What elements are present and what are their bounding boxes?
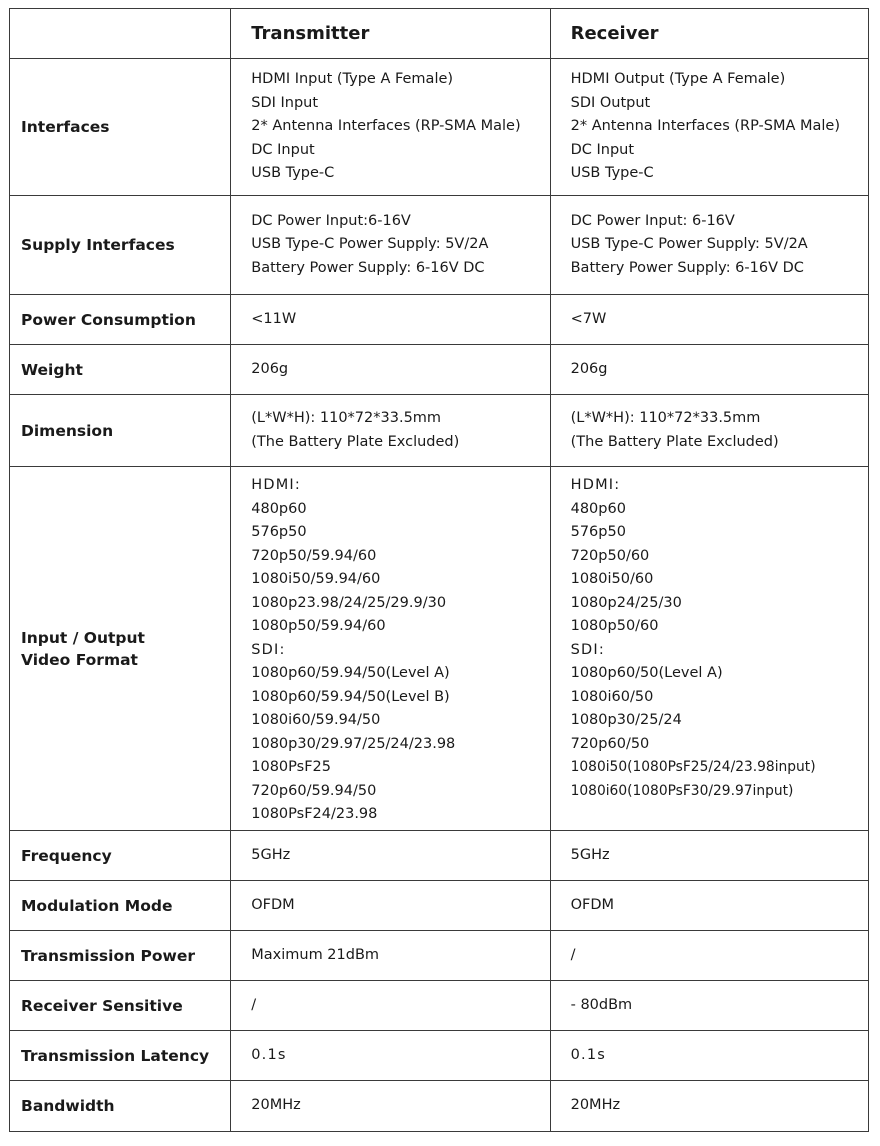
value-line: (L*W*H): 110*72*33.5mm [570,410,761,426]
value-line: 2* Antenna Interfaces (RP-SMA Male) [570,118,840,135]
value-line: USB Type-C [251,165,335,182]
row-modulation-mode [10,881,869,931]
spec-table [9,8,869,1132]
transmitter-value [231,345,550,395]
value-line: Maximum 21dBm [251,946,380,963]
row-power-consumption [10,295,869,345]
row-label: Transmission Power [10,931,231,981]
value-line: SDI: [251,641,286,658]
transmitter-value [231,196,550,295]
row-label: Dimension [10,395,231,467]
header-empty-cell [10,9,231,59]
row-label-line: Input / Output [21,628,145,647]
value-line: / [251,996,257,1013]
receiver-value [550,981,868,1031]
row-label [10,467,231,831]
value-line: OFDM [570,896,615,913]
value-line: <7W [570,310,607,327]
receiver-value [550,1081,868,1132]
transmitter-value [231,981,550,1031]
row-label: Receiver Sensitive [10,981,231,1031]
row-interfaces [10,59,869,196]
value-line: - 80dBm [570,996,633,1013]
row-weight [10,345,869,395]
value-line: 5GHz [251,846,291,863]
row-video-format [10,467,869,831]
value-line: Battery Power Supply: 6-16V DC [251,259,485,276]
row-transmission-power [10,931,869,981]
value-line: 480p60 [251,500,307,517]
value-line: / [570,946,576,963]
value-line: 1080i50(1080PsF25/24/23.98input) [570,759,816,775]
transmitter-value [231,395,550,467]
row-receiver-sensitive [10,981,869,1031]
row-transmission-latency [10,1031,869,1081]
value-line: 5GHz [570,846,610,863]
value-line: 0.1s [570,1046,607,1063]
value-line: Battery Power Supply: 6-16V DC [570,259,804,276]
value-line: 1080p50/59.94/60 [251,618,386,634]
value-line: SDI Output [570,94,651,111]
row-label: Supply Interfaces [10,196,231,295]
value-line: DC Power Input:6-16V [251,212,411,229]
value-line: 1080p60/50(Level A) [570,665,723,681]
value-line: <11W [251,310,297,327]
value-line: 206g [251,360,289,377]
transmitter-value [231,831,550,881]
value-line: 1080p30/25/24 [570,712,682,728]
row-label: Modulation Mode [10,881,231,931]
value-line: 480p60 [570,500,626,517]
value-line: (The Battery Plate Excluded) [570,433,779,450]
value-line: 1080i60/59.94/50 [251,712,381,728]
transmitter-value [231,1081,550,1132]
value-line: USB Type-C [570,165,654,182]
value-line: 720p60/59.94/50 [251,782,377,799]
row-label: Interfaces [10,59,231,196]
value-line: 1080PsF25 [251,759,331,775]
receiver-value [550,345,868,395]
receiver-value [550,196,868,295]
transmitter-value [231,59,550,196]
row-label: Power Consumption [10,295,231,345]
value-line: HDMI: [251,477,301,493]
value-line: HDMI Input (Type A Female) [251,71,454,88]
receiver-value [550,467,868,831]
value-line: 1080p60/59.94/50(Level A) [251,665,450,681]
value-line: 0.1s [251,1046,287,1063]
value-line: 1080i50/59.94/60 [251,571,381,587]
transmitter-value [231,1031,550,1081]
value-line: 576p50 [251,524,307,540]
value-line: 20MHz [570,1097,621,1114]
value-line: 720p50/59.94/60 [251,547,377,564]
value-line: 1080p50/60 [570,618,659,634]
header-transmitter: Transmitter [231,9,550,59]
receiver-value [550,831,868,881]
value-line: OFDM [251,896,295,913]
value-line: 1080p30/29.97/25/24/23.98 [251,735,456,752]
row-dimension [10,395,869,467]
receiver-value [550,59,868,196]
transmitter-value [231,931,550,981]
value-line: 1080p24/25/30 [570,594,682,611]
row-bandwidth [10,1081,869,1132]
value-line: SDI: [570,641,605,658]
value-line: 2* Antenna Interfaces (RP-SMA Male) [251,118,521,135]
value-line: 720p50/60 [570,547,650,564]
header-receiver: Receiver [550,9,868,59]
row-label-line: Video Format [21,650,138,669]
value-line: 1080i60/50 [570,688,654,705]
value-line: HDMI: [570,477,621,493]
row-label: Bandwidth [10,1081,231,1132]
value-line: (L*W*H): 110*72*33.5mm [251,410,442,426]
value-line: USB Type-C Power Supply: 5V/2A [570,236,808,253]
transmitter-value [231,881,550,931]
value-line: 1080i60(1080PsF30/29.97input) [570,782,794,799]
value-line: (The Battery Plate Excluded) [251,433,460,450]
value-line: HDMI Output (Type A Female) [570,71,786,88]
row-supply-interfaces [10,196,869,295]
value-line: DC Input [251,141,315,158]
receiver-value [550,1031,868,1081]
receiver-value [550,395,868,467]
value-line: USB Type-C Power Supply: 5V/2A [251,236,489,253]
row-frequency [10,831,869,881]
receiver-value [550,931,868,981]
transmitter-value [231,467,550,831]
value-line: 20MHz [251,1097,301,1114]
row-label: Transmission Latency [10,1031,231,1081]
row-label: Frequency [10,831,231,881]
value-line: SDI Input [251,94,319,111]
value-line: 1080p60/59.94/50(Level B) [251,688,450,705]
row-label: Weight [10,345,231,395]
transmitter-value [231,295,550,345]
value-line: 1080i50/60 [570,571,654,587]
receiver-value [550,295,868,345]
value-line: 720p60/50 [570,735,650,752]
value-line: 1080PsF24/23.98 [251,806,378,822]
value-line: DC Input [570,141,635,158]
value-line: 206g [570,360,608,377]
value-line: DC Power Input: 6-16V [570,212,735,229]
value-line: 1080p23.98/24/25/29.9/30 [251,594,447,611]
header-row [10,9,869,59]
receiver-value [550,881,868,931]
value-line: 576p50 [570,524,626,540]
